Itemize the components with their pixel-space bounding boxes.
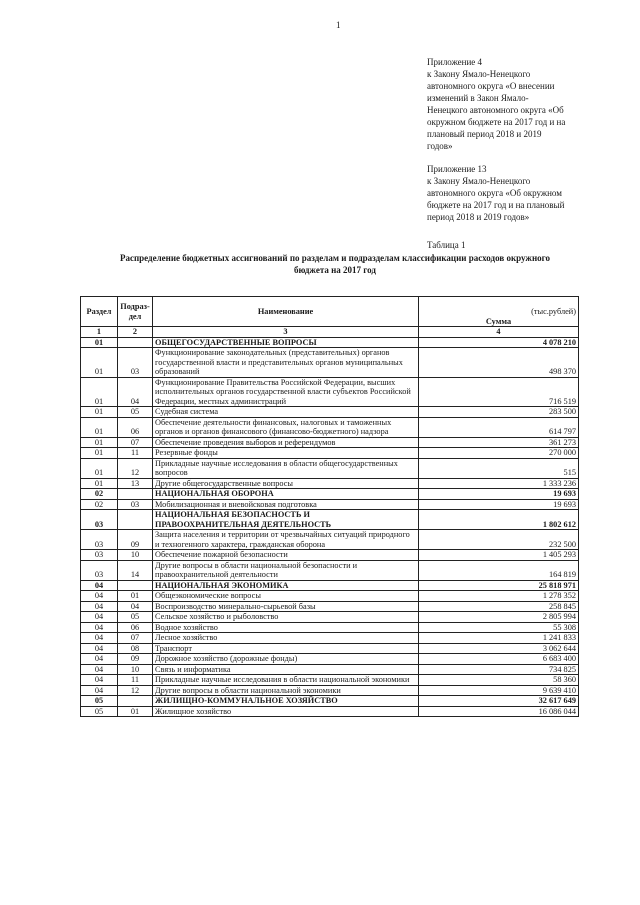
appendix-4-line: плановый период 2018 и 2019 bbox=[427, 129, 542, 139]
row-name: Транспорт bbox=[153, 643, 419, 654]
row-subsection-code: 05 bbox=[118, 407, 153, 418]
table-row bbox=[81, 591, 579, 602]
row-section-code: 04 bbox=[81, 580, 118, 591]
row-name: Другие общегосударственные вопросы bbox=[153, 478, 419, 489]
row-subsection-code: 04 bbox=[118, 377, 153, 407]
row-name: Обеспечение деятельности финансовых, налоговых и таможенных органов и органов финансового (финансово-бюджетного) надзора bbox=[153, 417, 419, 437]
appendix-4-line: окружном бюджете на 2017 год и на bbox=[427, 117, 566, 127]
row-amount: 9 639 410 bbox=[419, 685, 579, 696]
row-amount: 1 333 236 bbox=[419, 478, 579, 489]
row-name: ЖИЛИЩНО-КОММУНАЛЬНОЕ ХОЗЯЙСТВО bbox=[153, 696, 419, 707]
table-row bbox=[81, 550, 579, 561]
table-row bbox=[81, 643, 579, 654]
row-section-code: 04 bbox=[81, 633, 118, 644]
row-subsection-code: 09 bbox=[118, 530, 153, 550]
row-amount: 716 519 bbox=[419, 377, 579, 407]
row-name: Защита населения и территории от чрезвычайных ситуаций природного и техногенного характера, гражданская оборона bbox=[153, 530, 419, 550]
page-number: 1 bbox=[336, 20, 341, 30]
row-section-code: 03 bbox=[81, 530, 118, 550]
row-amount: 1 802 612 bbox=[419, 510, 579, 530]
row-amount: 1 241 833 bbox=[419, 633, 579, 644]
row-section-code: 04 bbox=[81, 664, 118, 675]
row-section-code: 04 bbox=[81, 654, 118, 665]
header-subsection: Подраз-дел bbox=[118, 297, 153, 327]
row-name: Сельское хозяйство и рыболовство bbox=[153, 612, 419, 623]
row-section-code: 02 bbox=[81, 499, 118, 510]
header-num-3: 3 bbox=[153, 327, 419, 338]
row-subsection-code: 12 bbox=[118, 685, 153, 696]
row-amount: 498 370 bbox=[419, 348, 579, 378]
row-name: ОБЩЕГОСУДАРСТВЕННЫЕ ВОПРОСЫ bbox=[153, 337, 419, 348]
row-section-code: 01 bbox=[81, 448, 118, 459]
row-amount: 258 845 bbox=[419, 601, 579, 612]
header-num-2: 2 bbox=[118, 327, 153, 338]
row-section-code: 03 bbox=[81, 550, 118, 561]
table-row bbox=[81, 499, 579, 510]
table-row bbox=[81, 448, 579, 459]
row-amount: 25 818 971 bbox=[419, 580, 579, 591]
row-subsection-code: 06 bbox=[118, 417, 153, 437]
table-row bbox=[81, 377, 579, 407]
row-section-code: 04 bbox=[81, 601, 118, 612]
row-subsection-code: 10 bbox=[118, 664, 153, 675]
table-row bbox=[81, 510, 579, 530]
header-num-1: 1 bbox=[81, 327, 118, 338]
row-amount: 232 500 bbox=[419, 530, 579, 550]
row-subsection-code: 13 bbox=[118, 478, 153, 489]
row-subsection-code: 12 bbox=[118, 458, 153, 478]
row-subsection-code: 03 bbox=[118, 499, 153, 510]
appendix-13-line: автономного округа «Об окружном bbox=[427, 188, 562, 198]
row-name: Прикладные научные исследования в области общегосударственных вопросов bbox=[153, 458, 419, 478]
appendix-4-line: Приложение 4 bbox=[427, 57, 483, 67]
row-section-code: 01 bbox=[81, 337, 118, 348]
table-row bbox=[81, 560, 579, 580]
row-section-code: 01 bbox=[81, 417, 118, 437]
row-section-code: 01 bbox=[81, 348, 118, 378]
row-subsection-code: 11 bbox=[118, 675, 153, 686]
appendix-4-reference bbox=[427, 56, 565, 152]
table-row bbox=[81, 337, 579, 348]
row-name: Резервные фонды bbox=[153, 448, 419, 459]
row-subsection-code: 06 bbox=[118, 622, 153, 633]
appendix-13-line: к Закону Ямало-Ненецкого bbox=[427, 176, 531, 186]
row-name: Обеспечение пожарной безопасности bbox=[153, 550, 419, 561]
table-row bbox=[81, 633, 579, 644]
row-amount: 6 683 400 bbox=[419, 654, 579, 665]
header-sum bbox=[419, 297, 579, 327]
appendix-13-line: период 2018 и 2019 годов» bbox=[427, 212, 530, 222]
row-subsection-code: 11 bbox=[118, 448, 153, 459]
table-row bbox=[81, 407, 579, 418]
row-amount: 614 797 bbox=[419, 417, 579, 437]
table-row bbox=[81, 601, 579, 612]
appendix-4-line: к Закону Ямало-Ненецкого bbox=[427, 69, 531, 79]
row-amount: 283 500 bbox=[419, 407, 579, 418]
row-subsection-code bbox=[118, 696, 153, 707]
row-name: Водное хозяйство bbox=[153, 622, 419, 633]
appendix-4-line: Ненецкого автономного округа «Об bbox=[427, 105, 564, 115]
row-subsection-code: 03 bbox=[118, 348, 153, 378]
row-section-code: 04 bbox=[81, 685, 118, 696]
row-name: Лесное хозяйство bbox=[153, 633, 419, 644]
row-amount: 270 000 bbox=[419, 448, 579, 459]
row-name: НАЦИОНАЛЬНАЯ БЕЗОПАСНОСТЬ И ПРАВООХРАНИТЕЛЬНАЯ ДЕЯТЕЛЬНОСТЬ bbox=[153, 510, 419, 530]
table-row bbox=[81, 675, 579, 686]
appendix-4-line: автономного округа «О внесении bbox=[427, 81, 555, 91]
row-name: Функционирование Правительства Российской Федерации, высших исполнительных органов государственной власти субъектов Российской Федерации, местных администраций bbox=[153, 377, 419, 407]
table-row bbox=[81, 530, 579, 550]
row-section-code: 03 bbox=[81, 560, 118, 580]
table-row bbox=[81, 580, 579, 591]
row-subsection-code: 09 bbox=[118, 654, 153, 665]
appendix-4-line: годов» bbox=[427, 141, 453, 151]
row-name: Судебная система bbox=[153, 407, 419, 418]
table-row bbox=[81, 417, 579, 437]
row-amount: 16 086 044 bbox=[419, 706, 579, 717]
row-amount: 1 278 352 bbox=[419, 591, 579, 602]
table-row bbox=[81, 664, 579, 675]
row-amount: 515 bbox=[419, 458, 579, 478]
document-title bbox=[92, 252, 578, 276]
row-name: Другие вопросы в области национальной безопасности и правоохранительной деятельности bbox=[153, 560, 419, 580]
row-amount: 3 062 644 bbox=[419, 643, 579, 654]
title-line-1: Распределение бюджетных ассигнований по разделам и подразделам классификации расходов окружного bbox=[119, 253, 550, 263]
table-row bbox=[81, 685, 579, 696]
table-row bbox=[81, 489, 579, 500]
row-subsection-code bbox=[118, 489, 153, 500]
row-amount: 19 693 bbox=[419, 489, 579, 500]
row-name: Жилищное хозяйство bbox=[153, 706, 419, 717]
row-name: Связь и информатика bbox=[153, 664, 419, 675]
row-amount: 1 405 293 bbox=[419, 550, 579, 561]
units-note: (тыс.рублей) bbox=[531, 307, 576, 316]
row-subsection-code: 07 bbox=[118, 437, 153, 448]
appendix-13-line: Приложение 13 bbox=[427, 164, 487, 174]
appendix-4-line: изменений в Закон Ямало- bbox=[427, 93, 529, 103]
row-name: Обеспечение проведения выборов и референдумов bbox=[153, 437, 419, 448]
row-name: Прикладные научные исследования в области национальной экономики bbox=[153, 675, 419, 686]
budget-allocation-table bbox=[80, 296, 579, 717]
row-amount: 164 819 bbox=[419, 560, 579, 580]
row-subsection-code: 14 bbox=[118, 560, 153, 580]
row-amount: 734 825 bbox=[419, 664, 579, 675]
header-name: Наименование bbox=[153, 297, 419, 327]
table-label: Таблица 1 bbox=[427, 240, 466, 250]
row-section-code: 04 bbox=[81, 643, 118, 654]
row-section-code: 05 bbox=[81, 696, 118, 707]
row-section-code: 04 bbox=[81, 622, 118, 633]
header-section: Раздел bbox=[81, 297, 118, 327]
row-section-code: 02 bbox=[81, 489, 118, 500]
table-row bbox=[81, 612, 579, 623]
row-name: НАЦИОНАЛЬНАЯ ЭКОНОМИКА bbox=[153, 580, 419, 591]
table-row bbox=[81, 437, 579, 448]
row-amount: 361 273 bbox=[419, 437, 579, 448]
row-name: Общеэкономические вопросы bbox=[153, 591, 419, 602]
row-subsection-code bbox=[118, 337, 153, 348]
table-row bbox=[81, 706, 579, 717]
row-subsection-code bbox=[118, 580, 153, 591]
row-name: Дорожное хозяйство (дорожные фонды) bbox=[153, 654, 419, 665]
table-row bbox=[81, 348, 579, 378]
row-subsection-code: 01 bbox=[118, 591, 153, 602]
table-row bbox=[81, 458, 579, 478]
row-amount: 4 078 210 bbox=[419, 337, 579, 348]
header-sum-label: Сумма bbox=[485, 316, 512, 326]
row-section-code: 04 bbox=[81, 675, 118, 686]
row-name: Мобилизационная и вневойсковая подготовка bbox=[153, 499, 419, 510]
row-amount: 19 693 bbox=[419, 499, 579, 510]
row-subsection-code: 05 bbox=[118, 612, 153, 623]
row-name: Воспроизводство минерально-сырьевой базы bbox=[153, 601, 419, 612]
row-subsection-code: 01 bbox=[118, 706, 153, 717]
row-amount: 58 360 bbox=[419, 675, 579, 686]
row-section-code: 01 bbox=[81, 407, 118, 418]
row-section-code: 01 bbox=[81, 478, 118, 489]
row-subsection-code: 07 bbox=[118, 633, 153, 644]
appendix-13-line: бюджете на 2017 год и на плановый bbox=[427, 200, 565, 210]
title-line-2: бюджета на 2017 год bbox=[294, 265, 376, 275]
row-name: Функционирование законодательных (представительных) органов государственной власти и представительных органов муниципальных образований bbox=[153, 348, 419, 378]
table-row bbox=[81, 622, 579, 633]
row-section-code: 04 bbox=[81, 612, 118, 623]
row-name: Другие вопросы в области национальной экономики bbox=[153, 685, 419, 696]
row-section-code: 01 bbox=[81, 377, 118, 407]
row-name: НАЦИОНАЛЬНАЯ ОБОРОНА bbox=[153, 489, 419, 500]
table-row bbox=[81, 654, 579, 665]
row-subsection-code bbox=[118, 510, 153, 530]
row-section-code: 01 bbox=[81, 437, 118, 448]
header-num-4: 4 bbox=[419, 327, 579, 338]
row-amount: 55 308 bbox=[419, 622, 579, 633]
row-section-code: 01 bbox=[81, 458, 118, 478]
row-subsection-code: 08 bbox=[118, 643, 153, 654]
row-section-code: 05 bbox=[81, 706, 118, 717]
row-subsection-code: 10 bbox=[118, 550, 153, 561]
row-section-code: 03 bbox=[81, 510, 118, 530]
row-section-code: 04 bbox=[81, 591, 118, 602]
table-row bbox=[81, 478, 579, 489]
row-amount: 32 617 649 bbox=[419, 696, 579, 707]
budget-table-body bbox=[81, 337, 579, 717]
table-row bbox=[81, 696, 579, 707]
row-subsection-code: 04 bbox=[118, 601, 153, 612]
appendix-13-reference bbox=[427, 163, 564, 223]
row-amount: 2 805 994 bbox=[419, 612, 579, 623]
